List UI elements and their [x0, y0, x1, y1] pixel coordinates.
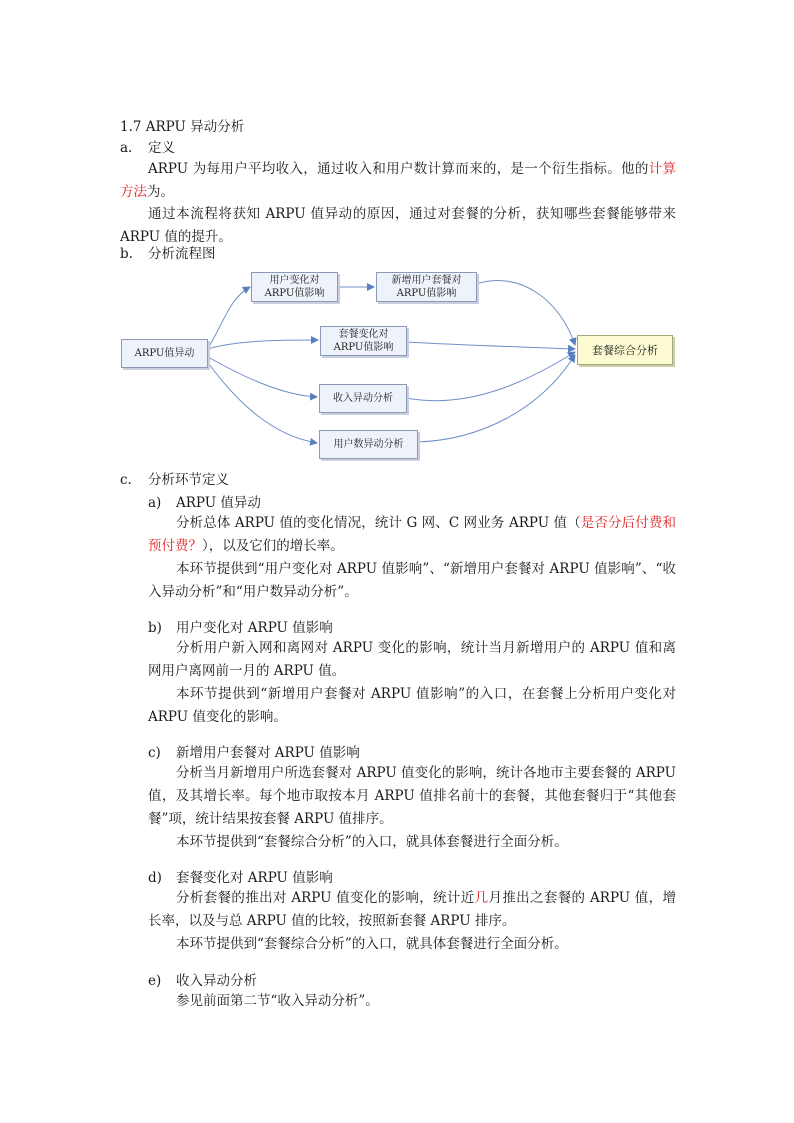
section-a-title: 定义	[148, 140, 175, 156]
item-b-title: 用户变化对 ARPU 值影响	[176, 620, 333, 636]
flow-node-package-analysis	[577, 335, 673, 365]
purpose-paragraph: 通过本流程将获知 ARPU 值异动的原因，通过对套餐的分析，获知哪些套餐能够带来ARPU 值的提升。	[120, 206, 676, 245]
edge-source-n5	[206, 360, 317, 443]
months-highlight: 几	[474, 890, 489, 906]
item-a-title: ARPU 值异动	[176, 495, 261, 511]
item-b-marker: b)	[148, 620, 162, 636]
edge-source-n4	[206, 356, 317, 397]
edge-n3-target	[406, 342, 575, 349]
flow-node-line: ARPU值影响	[396, 288, 457, 299]
flow-node-label: 套餐综合分析	[592, 343, 658, 357]
calc-method-highlight: 计算方法	[120, 161, 677, 200]
definition-text: ARPU 为每用户平均收入，通过收入和用户数计算而来的，是一个衍生指标。他的	[148, 161, 649, 177]
section-heading: 1.7 ARPU 异动分析	[120, 119, 245, 135]
section-a-marker: a.	[120, 140, 133, 156]
paragraph-text-end: 月推出之套餐的 ARPU 值，增长率，以及与总 ARPU 值的比较，按照新套餐 ARPU 排序。	[148, 890, 676, 929]
item-e-marker: e)	[148, 973, 162, 989]
flow-node-line: 用户变化对	[269, 275, 320, 286]
item-e-body	[148, 990, 676, 1013]
edge-n5-target	[417, 355, 575, 442]
item-b-paragraph-2: 本环节提供到“新增用户套餐对 ARPU 值影响”的入口，在套餐上分析用户变化对 ARPU 值变化的影响。	[148, 686, 676, 725]
item-c-marker: c)	[148, 745, 161, 761]
flow-node-new-user-package	[376, 272, 477, 302]
section-c-title: 分析环节定义	[148, 472, 229, 488]
edge-n2-target	[476, 281, 575, 345]
item-c-paragraph: 分析当月新增用户所选套餐对 ARPU 值变化的影响，统计各地市主要套餐的 ARPU 值，及其增长率。每个地市取按本月 ARPU 值排名前十的套餐，其他套餐归于“其他套餐”项，统计结果按套餐 ARPU 值排序。	[148, 765, 676, 827]
flow-node-line: ARPU值影响	[333, 342, 394, 353]
section-c-marker: c.	[120, 472, 132, 488]
flow-node-line: 新增用户套餐对	[391, 275, 462, 286]
definition-text-end: 为。	[147, 184, 174, 200]
item-d-marker: d)	[148, 870, 162, 886]
item-a-marker: a)	[148, 495, 162, 511]
section-b-title: 分析流程图	[148, 246, 216, 262]
flow-node-label: 用户数异动分析	[333, 439, 404, 450]
flow-node-line: ARPU值影响	[264, 288, 325, 299]
flow-node-arpu-change	[121, 339, 208, 368]
item-c-title: 新增用户套餐对 ARPU 值影响	[176, 745, 360, 761]
item-d-body	[148, 887, 676, 956]
edge-source-n3	[207, 340, 318, 349]
paragraph-text-end: ），以及它们的增长率。	[202, 538, 344, 554]
item-c-paragraph-2: 本环节提供到“套餐综合分析”的入口，就具体套餐进行全面分析。	[176, 834, 568, 850]
item-d-paragraph	[148, 887, 676, 933]
section-b-marker: b.	[120, 246, 133, 262]
flow-node-label	[265, 274, 325, 300]
flow-node-package-change	[320, 326, 407, 356]
flow-node-user-change	[251, 272, 338, 302]
item-d-paragraph-2: 本环节提供到“套餐综合分析”的入口，就具体套餐进行全面分析。	[176, 936, 568, 952]
flow-node-revenue-change	[319, 384, 407, 413]
flow-node-label	[334, 328, 394, 354]
flow-node-label	[392, 274, 462, 300]
paragraph-text: 分析总体 ARPU 值的变化情况，统计 G 网、C 网业务 ARPU 值（	[176, 515, 581, 531]
item-c-body	[148, 762, 676, 854]
item-d-title: 套餐变化对 ARPU 值影响	[176, 870, 333, 886]
item-a-body	[148, 512, 676, 604]
item-b-paragraph: 分析用户新入网和离网对 ARPU 变化的影响，统计当月新增用户的 ARPU 值和离网用户离网前一月的 ARPU 值。	[148, 640, 676, 679]
item-e-paragraph: 参见前面第二节“收入异动分析”。	[176, 993, 379, 1009]
item-b-body	[148, 637, 676, 729]
item-a-paragraph	[148, 512, 676, 558]
edge-n4-target	[406, 352, 575, 401]
paragraph-text: 分析套餐的推出对 ARPU 值变化的影响，统计近	[176, 890, 475, 906]
flow-node-user-count-change	[319, 430, 418, 459]
prepaid-question-highlight: 是否分后付费和预付费？	[148, 515, 677, 554]
flow-node-line: 套餐变化对	[338, 329, 389, 340]
flow-node-label: 收入异动分析	[333, 393, 393, 404]
flow-node-label: ARPU值异动	[134, 348, 195, 359]
item-e-title: 收入异动分析	[176, 973, 257, 989]
item-a-paragraph-2: 本环节提供到“用户变化对 ARPU 值影响”、“新增用户套餐对 ARPU 值影响”、“收入异动分析”和“用户数异动分析”。	[148, 561, 676, 600]
